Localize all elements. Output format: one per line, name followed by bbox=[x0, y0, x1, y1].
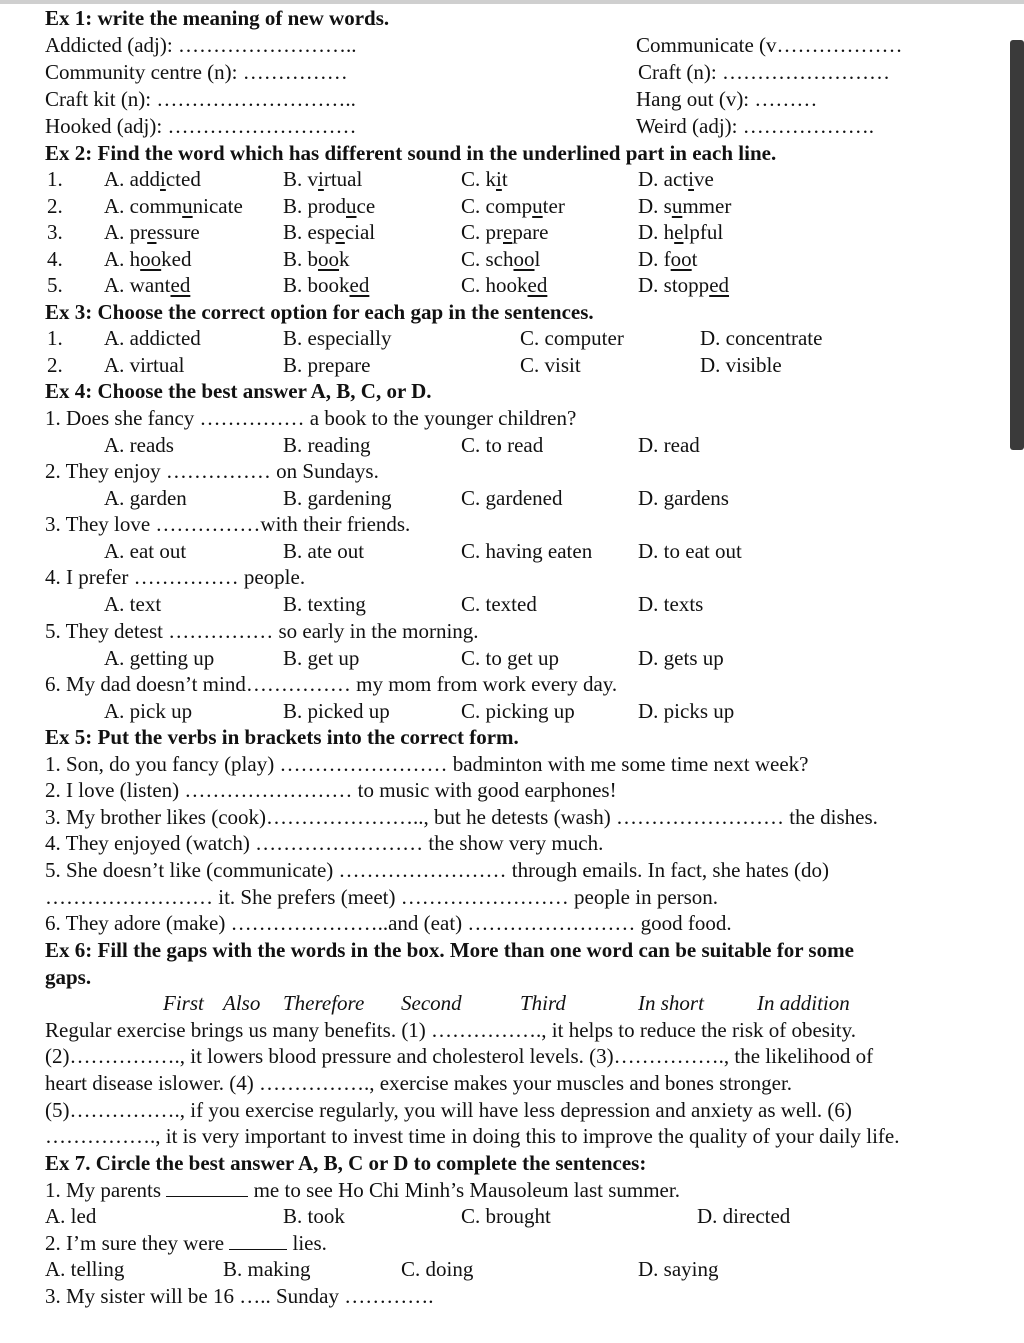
ex4-q2-option-b: B. gardening bbox=[283, 486, 392, 510]
ex6-heading-line2: gaps. bbox=[45, 965, 92, 989]
ex4-q4-option-c: C. texted bbox=[461, 592, 537, 616]
ex7-q1-option-a: A. led bbox=[45, 1204, 97, 1228]
ex4-q6-option-c: C. picking up bbox=[461, 699, 575, 723]
ex2-q4-option-b: B. book bbox=[283, 247, 350, 271]
ex4-q5-question: 5. They detest …………… so early in the morning. bbox=[45, 619, 479, 643]
ex3-heading: Ex 3: Choose the correct option for each gap in the sentences. bbox=[45, 300, 594, 324]
ex4-q6-option-a: A. pick up bbox=[104, 699, 193, 723]
ex4-q5-option-a: A. getting up bbox=[104, 646, 215, 670]
ex3-q1-option-a: A. addicted bbox=[104, 326, 201, 350]
ex3-q1-number: 1. bbox=[47, 326, 63, 350]
ex7-q2-option-c: C. doing bbox=[401, 1257, 474, 1281]
ex2-q5-option-a: A. wanted bbox=[104, 273, 191, 297]
ex4-q2-option-d: D. gardens bbox=[638, 486, 729, 510]
ex1-row4-right: Weird (adj): ………………. bbox=[636, 114, 875, 138]
ex1-row3-right: Hang out (v): ……… bbox=[636, 87, 818, 111]
ex4-q1-question: 1. Does she fancy …………… a book to the younger children? bbox=[45, 406, 577, 430]
underlined-part: i bbox=[496, 167, 502, 191]
ex4-q4-option-d: D. texts bbox=[638, 592, 704, 616]
ex4-q1-option-d: D. read bbox=[638, 433, 700, 457]
scrollbar[interactable] bbox=[1010, 40, 1024, 450]
ex4-q3-option-c: C. having eaten bbox=[461, 539, 593, 563]
underlined-part: i bbox=[688, 167, 694, 191]
word-box-item: Also bbox=[223, 991, 261, 1015]
ex4-q2-option-a: A. garden bbox=[104, 486, 187, 510]
ex7-q1-question: 1. My parents me to see Ho Chi Minh’s Mausoleum last summer. bbox=[45, 1178, 680, 1202]
ex2-q4-option-d: D. foot bbox=[638, 247, 698, 271]
ex2-q1-number: 1. bbox=[47, 167, 63, 191]
ex1-heading: Ex 1: write the meaning of new words. bbox=[45, 6, 390, 30]
ex2-q5-option-b: B. booked bbox=[283, 273, 370, 297]
ex7-q2-option-a: A. telling bbox=[45, 1257, 125, 1281]
ex4-q5-option-b: B. get up bbox=[283, 646, 360, 670]
ex5-heading: Ex 5: Put the verbs in brackets into the correct form. bbox=[45, 725, 519, 749]
ex4-q5-option-c: C. to get up bbox=[461, 646, 559, 670]
underlined-part: e bbox=[147, 220, 157, 244]
ex2-q2-number: 2. bbox=[47, 194, 63, 218]
ex1-row1-right: Communicate (v……………… bbox=[636, 33, 903, 57]
ex2-q1-option-d: D. active bbox=[638, 167, 714, 191]
ex7-q2-option-b: B. making bbox=[223, 1257, 311, 1281]
ex6-line-5: ……………., it is very important to invest time in doing this to improve the quality of your daily life. bbox=[45, 1124, 900, 1148]
ex2-q1-option-b: B. virtual bbox=[283, 167, 363, 191]
ex7-q2-question: 2. I’m sure they were lies. bbox=[45, 1231, 327, 1255]
ex7-q1-option-d: D. directed bbox=[697, 1204, 791, 1228]
ex4-q1-option-a: A. reads bbox=[104, 433, 174, 457]
ex4-q4-option-a: A. text bbox=[104, 592, 162, 616]
word-box-item: Third bbox=[520, 991, 566, 1015]
underlined-part: ed bbox=[349, 273, 370, 297]
underlined-part: u bbox=[671, 194, 683, 218]
ex7-heading: Ex 7. Circle the best answer A, B, C or D to complete the sentences: bbox=[45, 1151, 647, 1175]
ex4-q5-option-d: D. gets up bbox=[638, 646, 724, 670]
ex4-q4-question: 4. I prefer …………… people. bbox=[45, 565, 306, 589]
underlined-part: u bbox=[346, 194, 357, 218]
ex7-q1-option-c: C. brought bbox=[461, 1204, 551, 1228]
underlined-part: oo bbox=[318, 247, 340, 271]
ex3-q2-option-a: A. virtual bbox=[104, 353, 185, 377]
ex2-q2-option-b: B. produce bbox=[283, 194, 376, 218]
underlined-part: oo bbox=[140, 247, 162, 271]
ex2-q3-number: 3. bbox=[47, 220, 63, 244]
underlined-part: oo bbox=[513, 247, 535, 271]
ex2-q3-option-b: B. especial bbox=[283, 220, 376, 244]
ex2-q3-option-c: C. prepare bbox=[461, 220, 549, 244]
ex1-row3-left: Craft kit (n): ……………………….. bbox=[45, 87, 356, 111]
ex1-row2-left: Community centre (n): …………… bbox=[45, 60, 348, 84]
word-box-item: In addition bbox=[757, 991, 850, 1015]
ex2-heading: Ex 2: Find the word which has different sound in the underlined part in each line. bbox=[45, 141, 777, 165]
ex4-q6-option-d: D. picks up bbox=[638, 699, 735, 723]
ex6-heading-line1: Ex 6: Fill the gaps with the words in the box. More than one word can be suitable for some bbox=[45, 938, 854, 962]
ex2-q4-option-c: C. school bbox=[461, 247, 541, 271]
underlined-part: e bbox=[674, 220, 684, 244]
ex7-q3-question: 3. My sister will be 16 ….. Sunday …………. bbox=[45, 1284, 434, 1308]
word-box-item: In short bbox=[638, 991, 704, 1015]
answer-blank bbox=[166, 1178, 248, 1197]
ex5-line-3: 3. My brother likes (cook)………………….., but he detests (wash) …………………… the dishes. bbox=[45, 805, 878, 829]
ex4-q2-question: 2. They enjoy …………… on Sundays. bbox=[45, 459, 379, 483]
ex1-row4-left: Hooked (adj): ……………………… bbox=[45, 114, 357, 138]
ex4-q2-option-c: C. gardened bbox=[461, 486, 563, 510]
ex4-q3-option-b: B. ate out bbox=[283, 539, 365, 563]
ex5-line-2: 2. I love (listen) …………………… to music with good earphones! bbox=[45, 778, 617, 802]
ex2-q2-option-d: D. summer bbox=[638, 194, 732, 218]
ex5-line-6: …………………… it. She prefers (meet) …………………… people in person. bbox=[45, 885, 719, 909]
ex2-q2-option-a: A. communicate bbox=[104, 194, 243, 218]
underlined-part: i bbox=[160, 167, 166, 191]
ex4-q1-option-b: B. reading bbox=[283, 433, 371, 457]
ex2-q5-option-c: C. hooked bbox=[461, 273, 548, 297]
underlined-part: oo bbox=[670, 247, 692, 271]
ex5-line-1: 1. Son, do you fancy (play) …………………… badminton with me some time next week? bbox=[45, 752, 809, 776]
underlined-part: u bbox=[182, 194, 193, 218]
underlined-part: ed bbox=[170, 273, 191, 297]
ex2-q3-option-a: A. pressure bbox=[104, 220, 200, 244]
ex2-q4-option-a: A. hooked bbox=[104, 247, 192, 271]
ex2-q2-option-c: C. computer bbox=[461, 194, 565, 218]
ex1-row1-left: Addicted (adj): …………………….. bbox=[45, 33, 357, 57]
ex3-q2-option-b: B. prepare bbox=[283, 353, 371, 377]
word-box-item: Therefore bbox=[283, 991, 365, 1015]
ex2-q1-option-c: C. kit bbox=[461, 167, 508, 191]
ex2-q5-option-d: D. stopped bbox=[638, 273, 730, 297]
ex3-q2-option-c: C. visit bbox=[520, 353, 581, 377]
ex4-q6-question: 6. My dad doesn’t mind…………… my mom from work every day. bbox=[45, 672, 618, 696]
ex7-q2-option-d: D. saying bbox=[638, 1257, 719, 1281]
word-box-item: First bbox=[163, 991, 204, 1015]
ex2-q1-option-a: A. addicted bbox=[104, 167, 201, 191]
ex5-line-4: 4. They enjoyed (watch) …………………… the show very much. bbox=[45, 831, 604, 855]
ex4-q3-question: 3. They love ……………with their friends. bbox=[45, 512, 411, 536]
underlined-part: u bbox=[532, 194, 543, 218]
underlined-part: ed bbox=[709, 273, 730, 297]
ex6-line-2: (2)……………., it lowers blood pressure and cholesterol levels. (3)……………., the likelihood of bbox=[45, 1044, 874, 1068]
underlined-part: e bbox=[503, 220, 513, 244]
underlined-part: e bbox=[335, 220, 345, 244]
ex2-q5-number: 5. bbox=[47, 273, 63, 297]
ex2-q4-number: 4. bbox=[47, 247, 63, 271]
ex4-q4-option-b: B. texting bbox=[283, 592, 366, 616]
ex7-q1-option-b: B. took bbox=[283, 1204, 345, 1228]
ex3-q1-option-c: C. computer bbox=[520, 326, 624, 350]
ex3-q1-option-b: B. especially bbox=[283, 326, 392, 350]
ex4-heading: Ex 4: Choose the best answer A, B, C, or D. bbox=[45, 379, 432, 403]
ex6-line-4: (5)……………., if you exercise regularly, you will have less depression and anxiety as well. (6) bbox=[45, 1098, 852, 1122]
answer-blank bbox=[229, 1231, 287, 1250]
underlined-part: i bbox=[318, 167, 324, 191]
ex1-row2-right: Craft (n): …………………… bbox=[638, 60, 890, 84]
top-edge bbox=[0, 0, 1024, 4]
ex4-q3-option-d: D. to eat out bbox=[638, 539, 742, 563]
ex3-q2-option-d: D. visible bbox=[700, 353, 782, 377]
ex3-q2-number: 2. bbox=[47, 353, 63, 377]
ex2-q3-option-d: D. helpful bbox=[638, 220, 724, 244]
ex6-line-1: Regular exercise brings us many benefits. (1) ……………., it helps to reduce the risk of obesity. bbox=[45, 1018, 857, 1042]
ex6-line-3: heart disease islower. (4) ……………., exercise makes your muscles and bones stronger. bbox=[45, 1071, 793, 1095]
ex4-q1-option-c: C. to read bbox=[461, 433, 544, 457]
ex5-line-5: 5. She doesn’t like (communicate) …………………… through emails. In fact, she hates (do) bbox=[45, 858, 830, 882]
ex3-q1-option-d: D. concentrate bbox=[700, 326, 823, 350]
ex4-q6-option-b: B. picked up bbox=[283, 699, 390, 723]
ex4-q3-option-a: A. eat out bbox=[104, 539, 187, 563]
underlined-part: ed bbox=[527, 273, 548, 297]
ex5-line-7: 6. They adore (make) …………………..and (eat) …………………… good food. bbox=[45, 911, 732, 935]
word-box-item: Second bbox=[401, 991, 462, 1015]
